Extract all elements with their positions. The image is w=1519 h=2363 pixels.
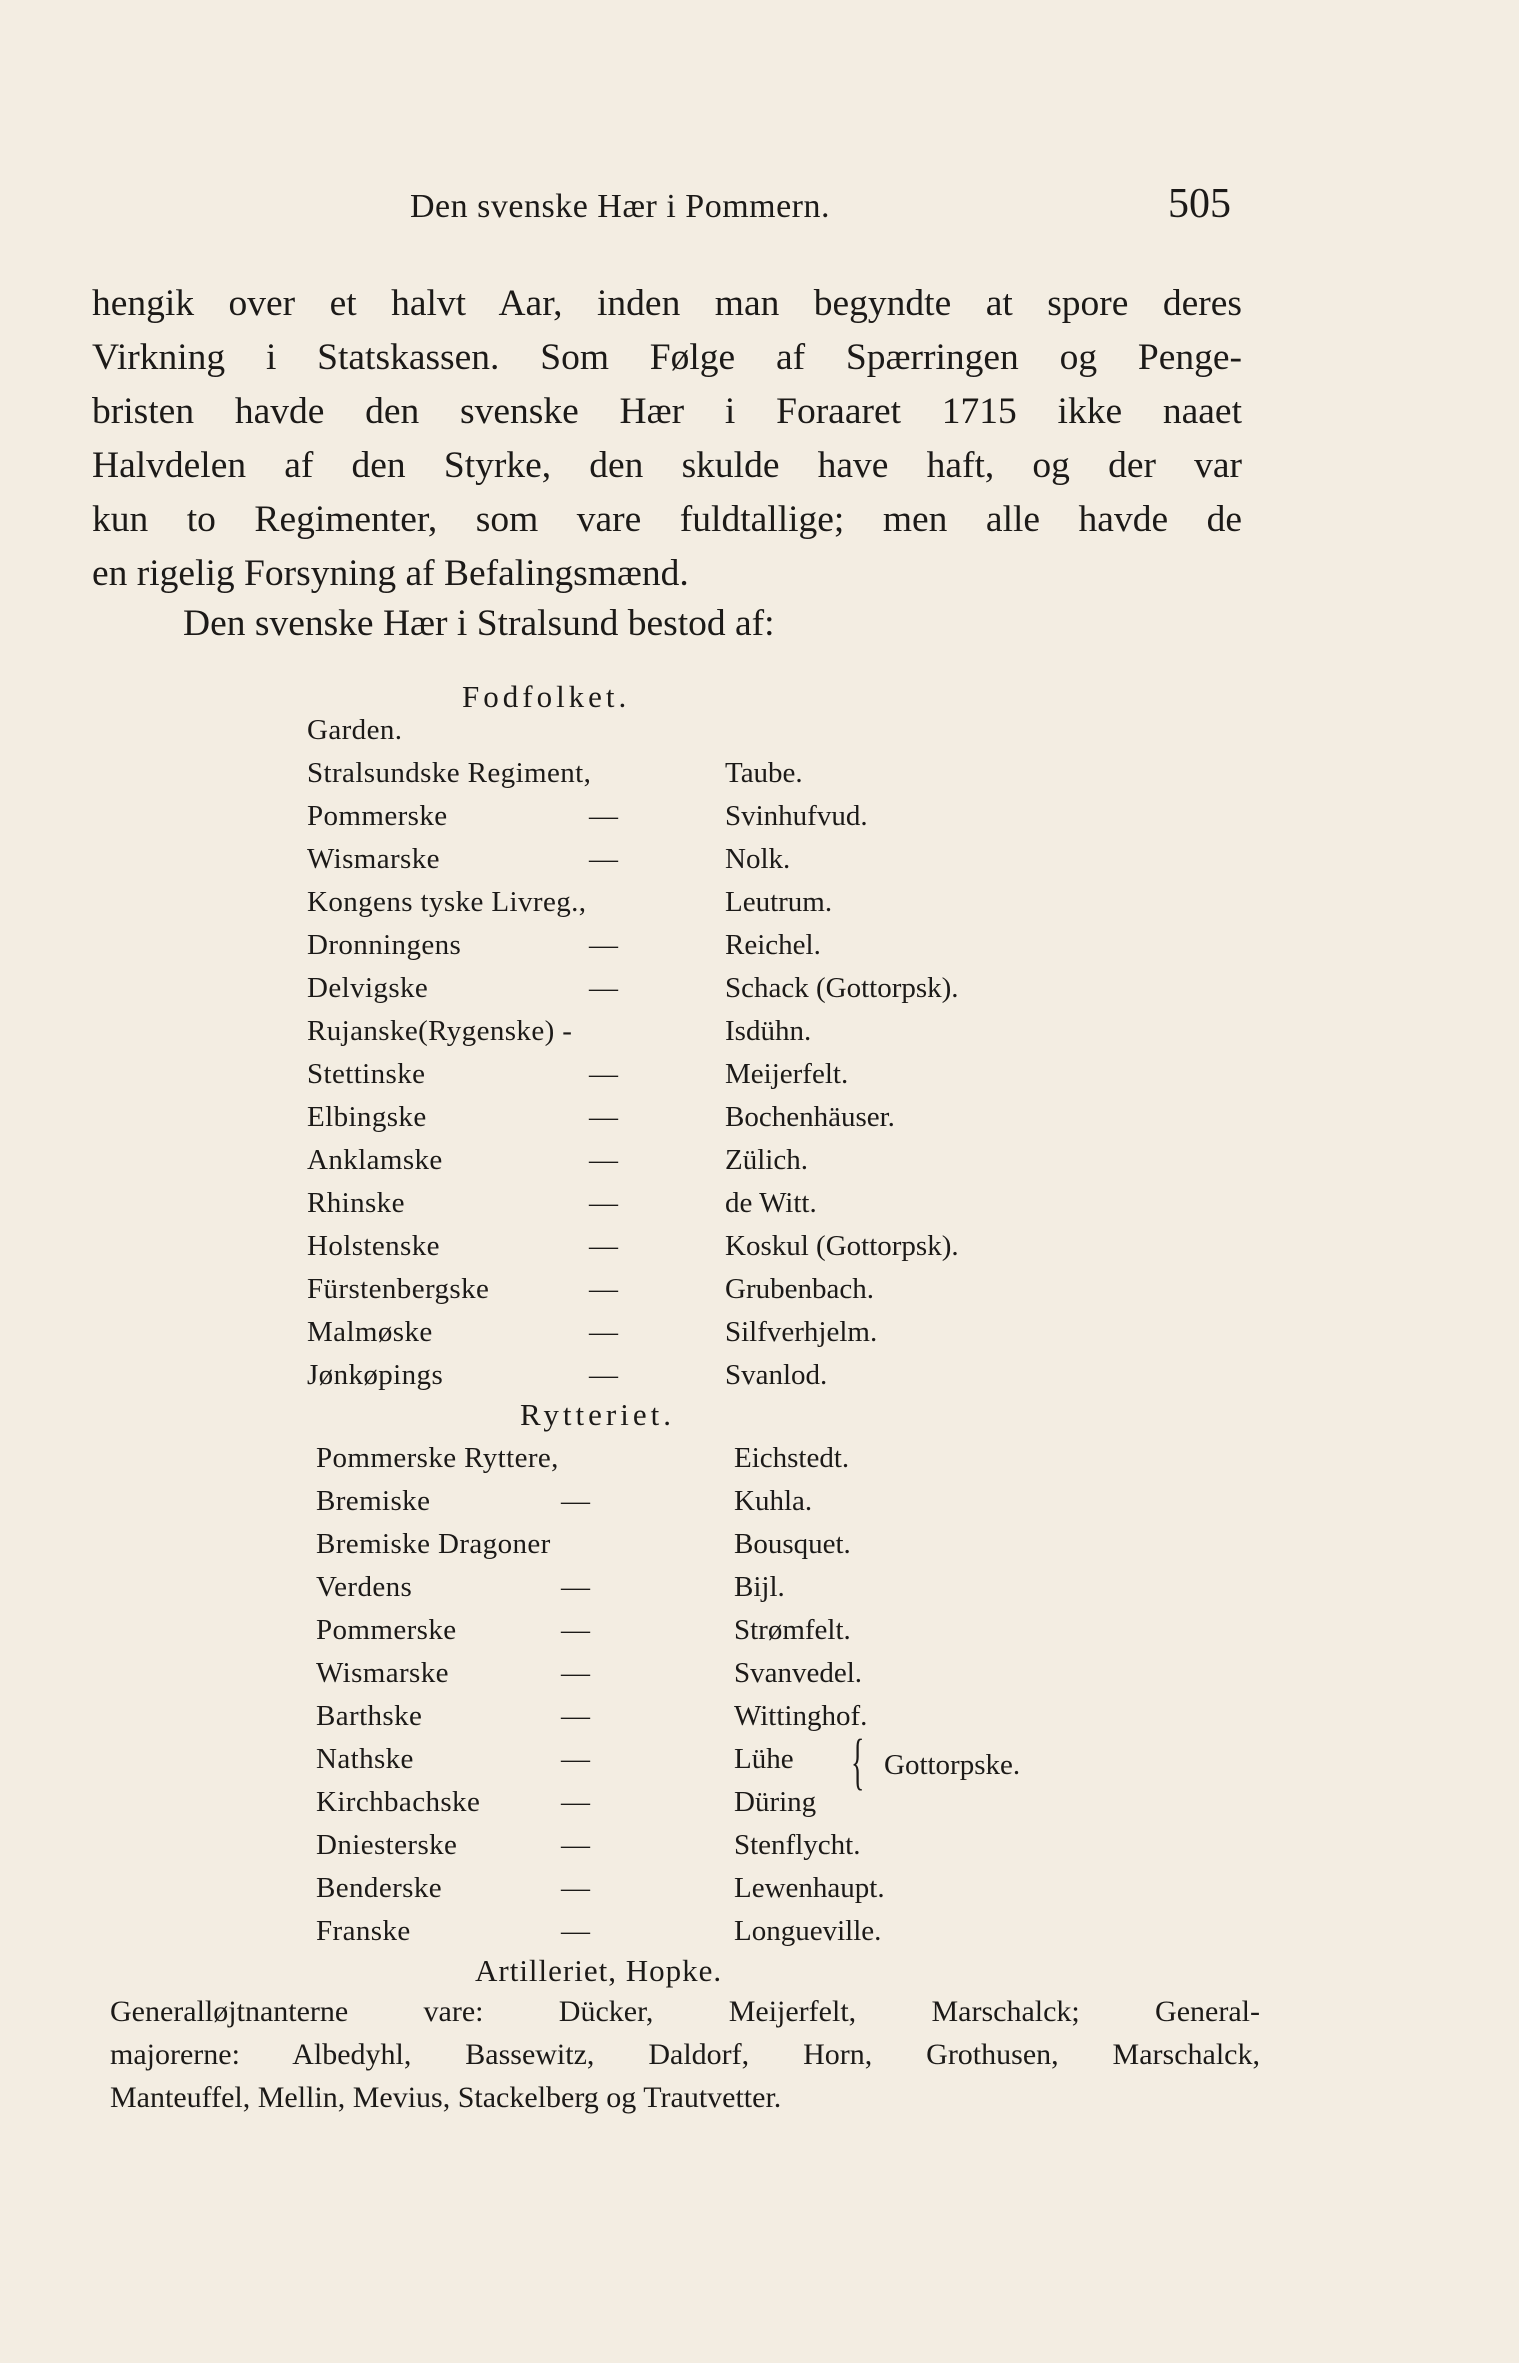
commander-name: Düring (734, 1786, 817, 1818)
commander-name: Bochenhäuser. (725, 1101, 895, 1133)
page-header (0, 180, 1519, 240)
unit-name: Bremiske (316, 1485, 431, 1517)
commander-name: Eichstedt. (734, 1442, 850, 1474)
unit-name: Dniesterske (316, 1829, 458, 1861)
commander-name: Stenflycht. (734, 1829, 861, 1861)
commander-name: Wittinghof. (734, 1700, 868, 1732)
unit-name: Anklamske (307, 1144, 443, 1176)
commander-name: Schack (Gottorpsk). (725, 972, 959, 1004)
commander-name: Grubenbach. (725, 1273, 874, 1305)
ditto-dash: — (561, 1829, 590, 1861)
body-line: kun to Regimenter, som vare fuldtallige; men alle havde de (92, 499, 1242, 540)
ditto-dash: — (589, 1230, 618, 1262)
roster-row (316, 1700, 1216, 1743)
roster-row (316, 1528, 1216, 1571)
unit-name: Kongens tyske Livreg., (307, 886, 587, 918)
unit-name: Elbingske (307, 1101, 427, 1133)
roster-row (307, 1359, 1207, 1402)
roster-row (316, 1829, 1216, 1872)
unit-name: Fürstenbergske (307, 1273, 490, 1305)
roster-row (307, 843, 1207, 886)
body-line: Virkning i Statskassen. Som Følge af Spærringen og Penge- (92, 337, 1242, 378)
commander-name: Nolk. (725, 843, 791, 875)
commander-name: Reichel. (725, 929, 821, 961)
roster-row (307, 1230, 1207, 1273)
unit-name: Pommerske (316, 1614, 457, 1646)
roster-row (307, 1058, 1207, 1101)
body-line: hengik over et halvt Aar, inden man begyndte at spore deres (92, 283, 1242, 324)
commander-name: Silfverhjelm. (725, 1316, 878, 1348)
ditto-dash: — (589, 1187, 618, 1219)
roster-row (316, 1915, 1216, 1958)
roster-row (316, 1872, 1216, 1915)
commander-name: Bousquet. (734, 1528, 851, 1560)
unit-name: Benderske (316, 1872, 443, 1904)
ditto-dash: — (589, 1359, 618, 1391)
unit-name: Stralsundske Regiment, (307, 757, 592, 789)
running-head: Den svenske Hær i Pommern. (410, 188, 831, 225)
unit-name: Jønkøpings (307, 1359, 444, 1391)
unit-name: Nathske (316, 1743, 414, 1775)
generals-line: majorerne: Albedyhl, Bassewitz, Daldorf, Horn, Grothusen, Marschalck, (110, 2038, 1260, 2071)
commander-name: Isdühn. (725, 1015, 812, 1047)
unit-name: Delvigske (307, 972, 429, 1004)
ditto-dash: — (589, 1316, 618, 1348)
commander-name: Kuhla. (734, 1485, 813, 1517)
ditto-dash: — (561, 1614, 590, 1646)
roster-row (316, 1743, 1216, 1786)
body-line: bristen havde den svenske Hær i Foraaret 1715 ikke naaet (92, 391, 1242, 432)
unit-name: Verdens (316, 1571, 413, 1603)
brace-symbol: { (851, 1728, 865, 1796)
unit-name: Pommerske Ryttere, (316, 1442, 559, 1474)
commander-name: Zülich. (725, 1144, 808, 1176)
unit-name: Wismarske (316, 1657, 449, 1689)
commander-name: Svanlod. (725, 1359, 828, 1391)
unit-name: Garden. (307, 714, 403, 746)
roster-row (307, 1273, 1207, 1316)
ditto-dash: — (561, 1700, 590, 1732)
roster-row (307, 1015, 1207, 1058)
commander-name: Lühe (734, 1743, 794, 1775)
commander-name: Lewenhaupt. (734, 1872, 885, 1904)
unit-name: Pommerske (307, 800, 448, 832)
ditto-dash: — (589, 1058, 618, 1090)
commander-name: Taube. (725, 757, 803, 789)
ditto-dash: — (561, 1571, 590, 1603)
generals-line: Manteuffel, Mellin, Mevius, Stackelberg og Trautvetter. (110, 2081, 782, 2114)
unit-name: Stettinske (307, 1058, 426, 1090)
roster-row (316, 1485, 1216, 1528)
ditto-dash: — (589, 1144, 618, 1176)
ditto-dash: — (589, 972, 618, 1004)
unit-name: Malmøske (307, 1316, 433, 1348)
roster-row (307, 1187, 1207, 1230)
roster-row (307, 929, 1207, 972)
ditto-dash: — (561, 1657, 590, 1689)
ditto-dash: — (589, 800, 618, 832)
commander-name: Leutrum. (725, 886, 833, 918)
roster-row (307, 972, 1207, 1015)
roster-row (316, 1571, 1216, 1614)
ditto-dash: — (561, 1743, 590, 1775)
commander-name: Bijl. (734, 1571, 785, 1603)
ditto-dash: — (589, 1273, 618, 1305)
ditto-dash: — (589, 929, 618, 961)
unit-name: Holstenske (307, 1230, 440, 1262)
body-paragraph (92, 277, 1242, 601)
roster-row (307, 1144, 1207, 1187)
unit-name: Franske (316, 1915, 411, 1947)
cavalry-heading: Rytteriet. (520, 1397, 675, 1432)
unit-name: Kirchbachske (316, 1786, 481, 1818)
ditto-dash: — (561, 1872, 590, 1904)
generals-line: Generalløjtnanterne vare: Dücker, Meijerfelt, Marschalck; General- (110, 1995, 1260, 2028)
unit-name: Rhinske (307, 1187, 405, 1219)
roster-row (316, 1786, 1216, 1829)
commander-name: Longueville. (734, 1915, 882, 1947)
body-line: en rigelig Forsyning af Befalingsmænd. (92, 553, 689, 594)
commander-name: Meijerfelt. (725, 1058, 849, 1090)
unit-name: Dronningens (307, 929, 462, 961)
roster-row (307, 1316, 1207, 1359)
ditto-dash: — (561, 1485, 590, 1517)
roster-row (307, 886, 1207, 929)
body-line: Halvdelen af den Styrke, den skulde have haft, og der var (92, 445, 1242, 486)
roster-row (316, 1614, 1216, 1657)
ditto-dash: — (561, 1915, 590, 1947)
infantry-heading: Fodfolket. (462, 679, 631, 714)
roster-row (316, 1442, 1216, 1485)
roster-row (307, 800, 1207, 843)
unit-name: Wismarske (307, 843, 440, 875)
generals-paragraph (110, 1990, 1260, 2119)
commander-name: Svanvedel. (734, 1657, 863, 1689)
commander-name: Koskul (Gottorpsk). (725, 1230, 959, 1262)
ditto-dash: — (589, 843, 618, 875)
unit-name: Barthske (316, 1700, 423, 1732)
unit-name: Rujanske(Rygenske) - (307, 1015, 573, 1047)
commander-name: Svinhufvud. (725, 800, 868, 832)
artillery-heading: Artilleriet, Hopke. (475, 1953, 723, 1988)
brace-note: Gottorpske. (884, 1749, 1021, 1781)
roster-row (307, 714, 1207, 757)
ditto-dash: — (589, 1101, 618, 1133)
roster-row (307, 1101, 1207, 1144)
roster-intro: Den svenske Hær i Stralsund bestod af: (183, 603, 775, 644)
page-number: 505 (1168, 181, 1231, 227)
commander-name: Strømfelt. (734, 1614, 851, 1646)
roster-row (316, 1657, 1216, 1700)
roster-row (307, 757, 1207, 800)
commander-name: de Witt. (725, 1187, 817, 1219)
ditto-dash: — (561, 1786, 590, 1818)
unit-name: Bremiske Dragoner (316, 1528, 551, 1560)
